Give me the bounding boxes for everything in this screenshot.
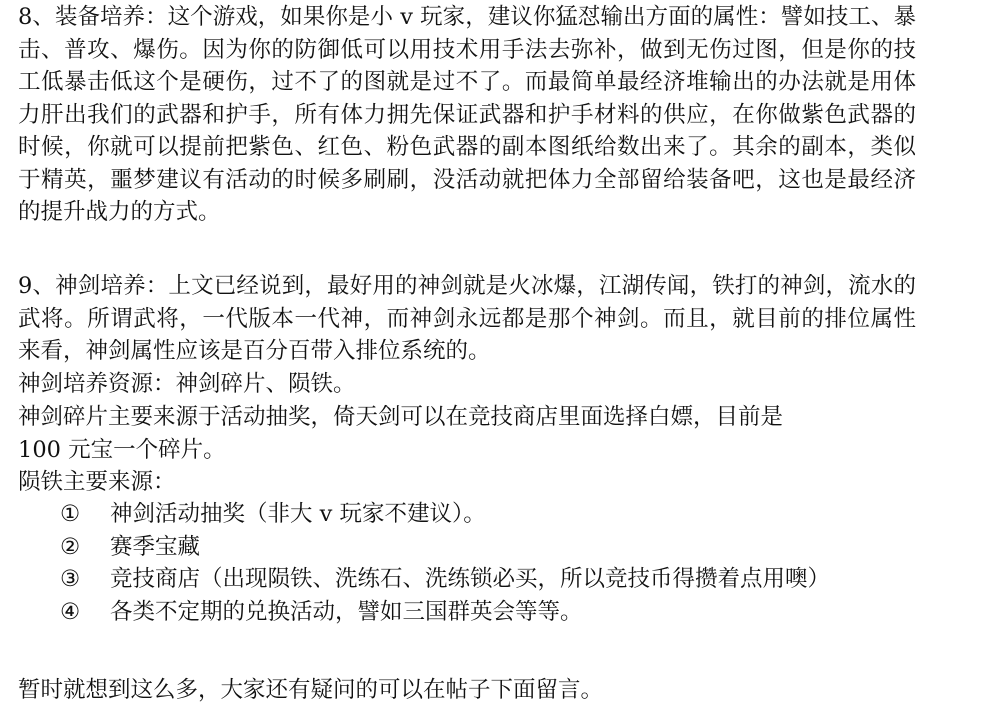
- list-number: ④: [60, 599, 81, 625]
- list-number: ②: [60, 534, 81, 560]
- paragraph-equipment-training: 8、装备培养：这个游戏，如果你是小 v 玩家，建议你猛怼输出方面的属性：譬如技工、暴击、普攻、爆伤。因为你的防御低可以用技术用手法去弥补，做到无伤过图，但是你的技工低暴击低这个是硬伤，过不了的图就是过不了。而最简单最经济堆输出的办法就是用体力肝出我们的武器和护手，所有体力拥先保证武器和护手材料的供应，在你做紫色武器的时候，你就可以提前把紫色、红色、粉色武器的副本图纸给数出来了。其余的副本，类似于精英，噩梦建议有活动的时候多刷刷，没活动就把体力全部留给装备吧，这也是最经济的提升战力的方式。: [18, 4, 916, 225]
- list-item: [60, 563, 830, 596]
- meteor-sources-heading: 陨铁主要来源：: [18, 469, 176, 495]
- list-text: 神剑活动抽奖（非大 v 玩家不建议）。: [110, 501, 486, 527]
- list-number: ③: [60, 566, 81, 592]
- list-item: [60, 531, 200, 564]
- sword-fragments-line: 神剑碎片主要来源于活动抽奖，倚天剑可以在竞技商店里面选择白嫖，目前是: [18, 404, 784, 430]
- list-number: ①: [60, 501, 81, 527]
- list-text: 赛季宝藏: [110, 534, 201, 560]
- sword-resources-line: 神剑培养资源：神剑碎片、陨铁。: [18, 371, 356, 397]
- paragraph-divine-sword-training: 9、神剑培养：上文已经说到，最好用的神剑就是火冰爆，江湖传闻，铁打的神剑，流水的武将。所谓武将，一代版本一代神，而神剑永远都是那个神剑。而且，就目前的排位属性来看，神剑属性应该是百分百带入排位系统的。: [18, 273, 916, 364]
- list-item: [60, 498, 486, 531]
- list-item: [60, 596, 583, 629]
- list-text: 竞技商店（出现陨铁、洗练石、洗练锁必买，所以竞技币得攒着点用噢）: [110, 566, 831, 592]
- closing-line: 暂时就想到这么多，大家还有疑问的可以在帖子下面留言。: [18, 677, 604, 703]
- sword-fragments-price-line: 100 元宝一个碎片。: [18, 437, 226, 463]
- list-text: 各类不定期的兑换活动，譬如三国群英会等等。: [110, 599, 583, 625]
